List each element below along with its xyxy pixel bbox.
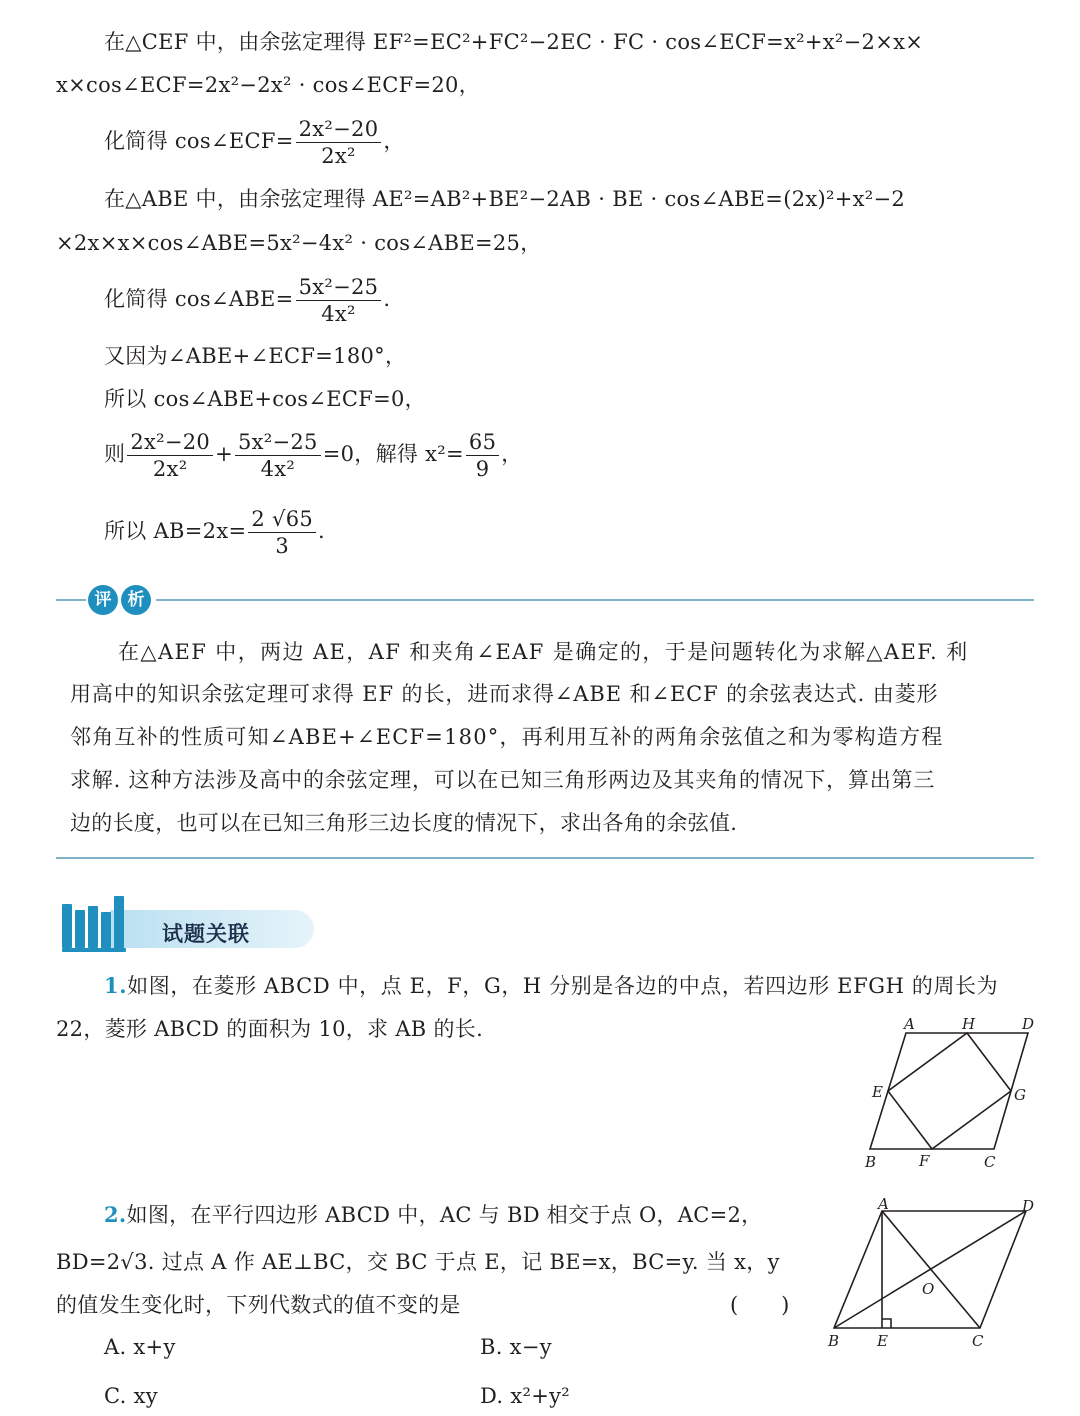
label-D: D — [1022, 1197, 1035, 1215]
commentary-bottom-rule — [56, 857, 1034, 859]
fraction — [235, 429, 321, 482]
numerator: 2x²−20 — [127, 429, 213, 456]
commentary-line-1: 在△AEF 中，两边 AE，AF 和夹角∠EAF 是确定的，于是问题转化为求解△AEF. 利 — [118, 640, 969, 664]
fraction — [127, 429, 213, 482]
solution-line-2: x×cos∠ECF=2x²−2x² · cos∠ECF=20， — [56, 73, 481, 97]
denominator: 3 — [275, 534, 290, 558]
label-D: D — [1022, 1015, 1035, 1033]
text: ， — [501, 442, 523, 466]
solution-line-10 — [104, 503, 325, 559]
solution-line-4: 在△ABE 中，由余弦定理得 AE²=AB²+BE²−2AB · BE · cos∠ABE=(2x)²+x²−2 — [104, 187, 906, 211]
books-icon — [114, 896, 124, 948]
commentary-line-2: 用高中的知识余弦定理可求得 EF 的长，进而求得∠ABE 和∠ECF 的余弦表达式. 由菱形 — [70, 682, 939, 706]
text: 则 — [104, 442, 126, 466]
q2-text: 如图，在平行四边形 ABCD 中，AC 与 BD 相交于点 O，AC=2， — [126, 1203, 763, 1227]
q2-number: 2. — [104, 1202, 127, 1227]
text: + — [215, 442, 233, 466]
books-icon — [75, 910, 85, 948]
q2-option-b[interactable]: B. x−y — [480, 1335, 552, 1359]
books-icon — [62, 904, 72, 948]
right-angle-mark — [882, 1319, 891, 1328]
q2-line-1 — [104, 1200, 762, 1230]
q2-option-c[interactable]: C. xy — [104, 1384, 158, 1408]
solution-line-7: 又因为∠ABE+∠ECF=180°， — [104, 344, 407, 368]
fraction — [466, 429, 499, 482]
text: 所以 AB=2x= — [104, 519, 247, 543]
label-C: C — [972, 1332, 984, 1350]
commentary-badge-2: 析 — [121, 585, 151, 615]
numerator: 2x²−20 — [296, 116, 382, 143]
label-A: A — [878, 1195, 889, 1213]
books-icon — [88, 906, 98, 948]
q2-parallelogram-figure — [820, 1195, 1045, 1355]
q2-line-3: 的值发生变化时，下列代数式的值不变的是 — [56, 1293, 461, 1317]
commentary-line-5: 边的长度，也可以在已知三角形三边长度的情况下，求出各角的余弦值. — [70, 811, 738, 835]
commentary-top-rule — [156, 599, 1034, 601]
solution-line-6 — [104, 271, 390, 327]
section-title: 试题关联 — [162, 922, 250, 946]
solution-line-1: 在△CEF 中，由余弦定理得 EF²=EC²+FC²−2EC · FC · cos∠ECF=x²+x²−2×x× — [104, 30, 924, 54]
numerator: 2 √65 — [248, 506, 316, 533]
label-F: F — [919, 1152, 930, 1170]
solution-line-9 — [104, 426, 523, 482]
denominator: 2x² — [321, 144, 356, 168]
numerator: 5x²−25 — [235, 429, 321, 456]
text: ， — [383, 129, 405, 153]
solution-line-8: 所以 cos∠ABE+cos∠ECF=0， — [104, 387, 426, 411]
label-B: B — [865, 1153, 877, 1171]
fraction — [248, 506, 316, 559]
q2-option-a[interactable]: A. x+y — [104, 1335, 176, 1359]
label-G: G — [1014, 1086, 1026, 1104]
q2-option-d[interactable]: D. x²+y² — [480, 1384, 570, 1408]
label-H: H — [962, 1015, 976, 1033]
label-C: C — [984, 1153, 996, 1171]
numerator: 5x²−25 — [296, 274, 382, 301]
fraction — [296, 116, 382, 169]
solution-line-3 — [104, 113, 405, 169]
q2-answer-paren: ( ) — [730, 1293, 790, 1317]
section-banner — [62, 896, 318, 958]
text: 化简得 cos∠ECF= — [104, 129, 294, 153]
numerator: 65 — [466, 429, 499, 456]
text: 化简得 cos∠ABE= — [104, 287, 294, 311]
quadrilateral-efgh — [888, 1033, 1011, 1149]
books-icon — [101, 912, 111, 948]
commentary-line-4: 求解. 这种方法涉及高中的余弦定理，可以在已知三角形两边及其夹角的情况下，算出第三 — [70, 768, 936, 792]
solution-line-5: ×2x×x×cos∠ABE=5x²−4x² · cos∠ABE=25， — [56, 231, 542, 255]
label-B: B — [828, 1332, 840, 1350]
commentary-line-3: 邻角互补的性质可知∠ABE+∠ECF=180°，再利用互补的两角余弦值之和为零构造方程 — [70, 725, 944, 749]
rhombus-abcd — [870, 1033, 1028, 1149]
q1-number: 1. — [104, 973, 128, 998]
banner-base — [62, 948, 126, 952]
denominator: 9 — [475, 457, 490, 481]
label-O: O — [922, 1280, 935, 1298]
denominator: 4x² — [321, 302, 356, 326]
denominator: 2x² — [152, 457, 188, 481]
text: =0，解得 x²= — [322, 442, 464, 466]
text: . — [383, 287, 391, 311]
q2-line-2: BD=2√3. 过点 A 作 AE⊥BC，交 BC 于点 E，记 BE=x，BC=y. 当 x，y — [56, 1250, 780, 1274]
text: . — [318, 519, 325, 543]
commentary-top-rule-left — [56, 599, 86, 601]
fraction — [296, 274, 382, 327]
q1-line-1 — [104, 971, 998, 1001]
q1-line-2: 22，菱形 ABCD 的面积为 10，求 AB 的长. — [56, 1017, 484, 1041]
label-A: A — [904, 1015, 915, 1033]
diagonal-bd — [834, 1211, 1026, 1328]
denominator: 4x² — [260, 457, 296, 481]
label-E: E — [877, 1332, 888, 1350]
q1-text: 如图，在菱形 ABCD 中，点 E，F，G，H 分别是各边的中点，若四边形 EFGH 的周长为 — [127, 974, 999, 998]
commentary-badge-1: 评 — [88, 585, 118, 615]
label-E: E — [872, 1083, 883, 1101]
q1-rhombus-figure — [858, 1010, 1038, 1175]
